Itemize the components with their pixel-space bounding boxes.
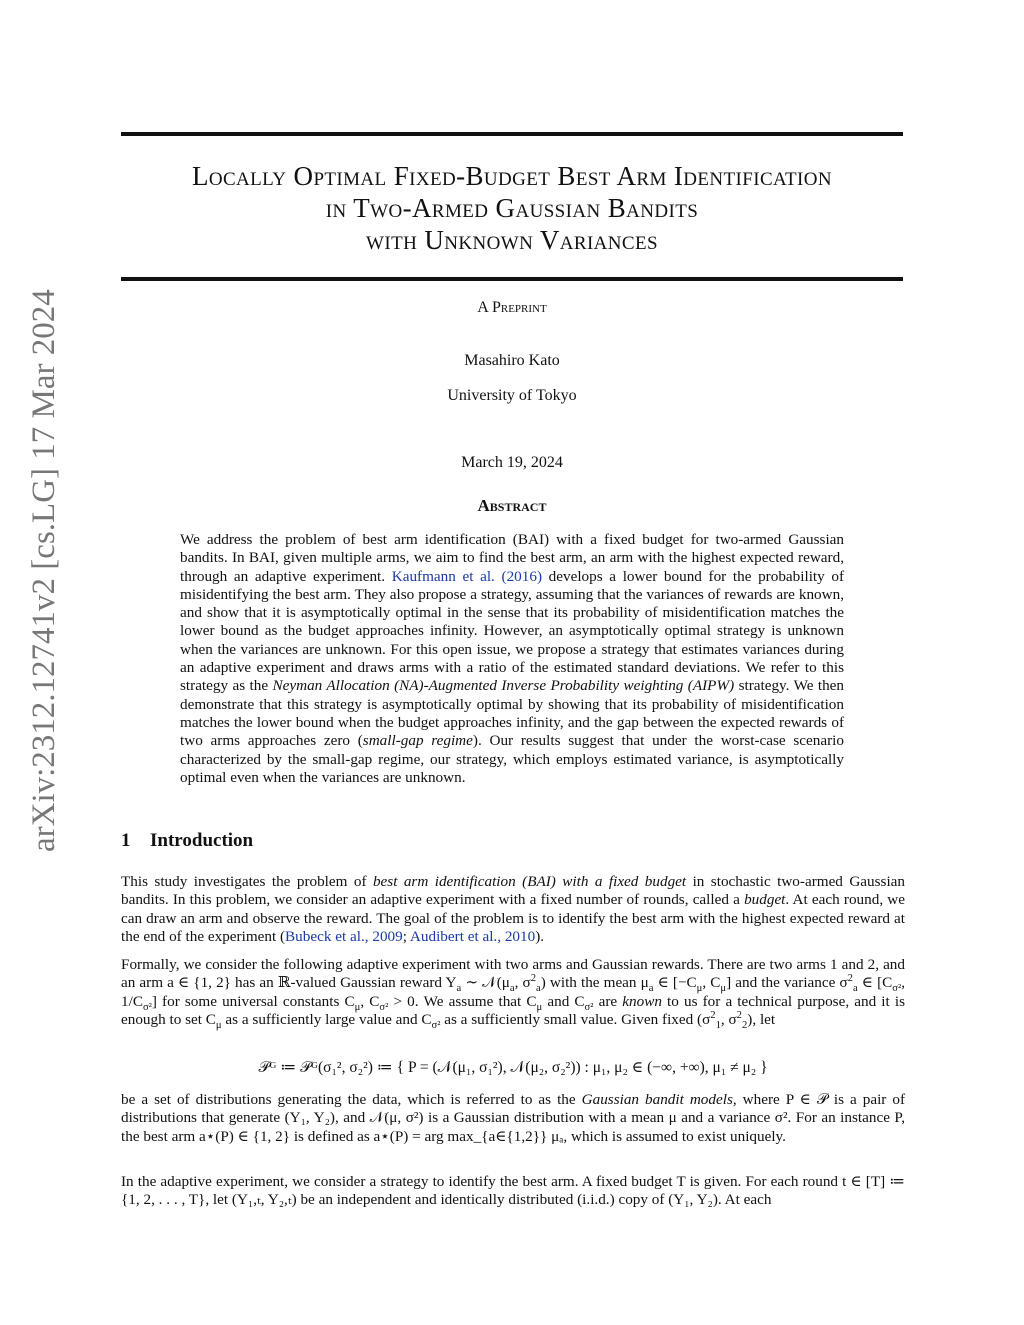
- author-affiliation: University of Tokyo: [447, 387, 577, 404]
- section-number: 1: [121, 830, 131, 851]
- citation-kaufmann[interactable]: Kaufmann et al. (2016): [391, 567, 543, 585]
- section-title: Introduction: [150, 830, 254, 851]
- abstract-body: We address the problem of best arm identification (BAI) with a fixed budget for two-armed Gaussian bandits. In BAI, given multiple arms, we aim to find the best arm, an arm with the highest expected reward, through an adaptive experiment. Kaufmann et al. (2016) develops a lower bound for the probability of misidentifying the best arm. They also propose a strategy, assuming that the variances of rewards are known, and show that it is asymptotically optimal in the sense that its probability of misidentification matches the lower bound as the budget approaches infinity. However, an asymptotically optimal strategy is unknown when the variances are unknown. For this open issue, we propose a strategy that estimates variances during an adaptive experiment and draws arms with a ratio of the estimated standard deviations. We refer to this strategy as the Neyman Allocation (NA)-Augmented Inverse Probability weighting (AIPW) strategy. We then demonstrate that this strategy is asymptotically optimal by showing that its probability of misidentification matches the lower bound when the budget approaches infinity, and the gap between the expected rewards of two arms approaches zero (small-gap regime). Our results suggest that under the worst-case scenario characterized by the small-gap regime, our strategy, which employs estimated variance, is asymptotically optimal even when the variances are unknown.: [180, 531, 845, 786]
- abstract-heading: Abstract: [477, 496, 547, 515]
- intro-paragraph-2: Formally, we consider the following adaptive experiment with two arms and Gaussian rewards. There are two arms 1 and 2, and an arm a ∈ {1, 2} has an ℝ-valued Gaussian reward $Y_a$ ∼ $𝒩(\mu_a$, $\sigma^2_a$) with the mean $\mu_a$ ∈ [$-C_\mu$, $C_\mu$] and the variance $\sigma^2_a$ ∈ [$C_{\sigma^2}$, $1/C_{\sigma^2}$] for some universal constants $C_\mu$, $C_{\sigma^2} > 0$. We assume that $C_\mu$ and $C_{\sigma^2}$ are known to us for a technical purpose, and it is enough to set $C_\mu$ as a sufficiently large value and $C_{\sigma^2}$ as a sufficiently small value. Given fixed ($\sigma^2_1$, $\sigma^2_2$), let: [121, 956, 906, 1031]
- author-name: Masahiro Kato: [464, 352, 560, 369]
- display-equation: 𝒫ᴳ ≔ 𝒫ᴳ(σ₁², σ₂²) ≔ { P = (𝒩(μ₁, σ₁²), 𝒩(μ₂, σ₂²)) : μ₁, μ₂ ∈ (−∞, +∞), μ₁ ≠ μ₂ }: [258, 1059, 768, 1076]
- title-line-3: with Unknown Variances: [366, 225, 658, 255]
- citation-bubeck[interactable]: Bubeck et al., 2009: [285, 927, 403, 945]
- bottom-rule: [121, 277, 903, 281]
- intro-paragraph-1: This study investigates the problem of best arm identification (BAI) with a fixed budget in stochastic two-armed Gaussian bandits. In this problem, we consider an adaptive experiment with a fixed number of rounds, called a budget. At each round, we can draw an arm and observe the reward. The goal of the problem is to identify the best arm with the highest expected reward at the end of the experiment (Bubeck et al., 2009; Audibert et al., 2010).: [121, 873, 906, 945]
- title-line-2: in Two-Armed Gaussian Bandits: [325, 193, 699, 223]
- top-rule: [121, 132, 903, 136]
- arxiv-sidebar-stamp: arXiv:2312.12741v2 [cs.LG] 17 Mar 2024: [26, 289, 62, 852]
- section-heading: [121, 830, 253, 852]
- paper-title: [110, 160, 914, 256]
- citation-audibert[interactable]: Audibert et al., 2010: [409, 927, 536, 945]
- paper-date: March 19, 2024: [461, 454, 563, 471]
- title-line-1: Locally Optimal Fixed-Budget Best Arm Identification: [191, 161, 833, 191]
- preprint-label: A Preprint: [477, 299, 547, 316]
- intro-paragraph-3: be a set of distributions generating the data, which is referred to as the Gaussian bandit models, where P ∈ 𝒫 is a pair of distributions that generate (Y₁, Y₂), and 𝒩(μ, σ²) is a Gaussian distribution with a mean μ and a variance σ². For an instance P, the best arm a⋆(P) ∈ {1, 2} is defined as a⋆(P) = arg max_{a∈{1,2}} μₐ, which is assumed to exist uniquely.: [121, 1091, 905, 1145]
- intro-paragraph-4: In the adaptive experiment, we consider a strategy to identify the best arm. A fixed budget T is given. For each round t ∈ [T] ≔ {1, 2, . . . , T}, let (Y₁,ₜ, Y₂,ₜ) be an independent and identically distributed (i.i.d.) copy of (Y₁, Y₂). At each: [121, 1173, 905, 1209]
